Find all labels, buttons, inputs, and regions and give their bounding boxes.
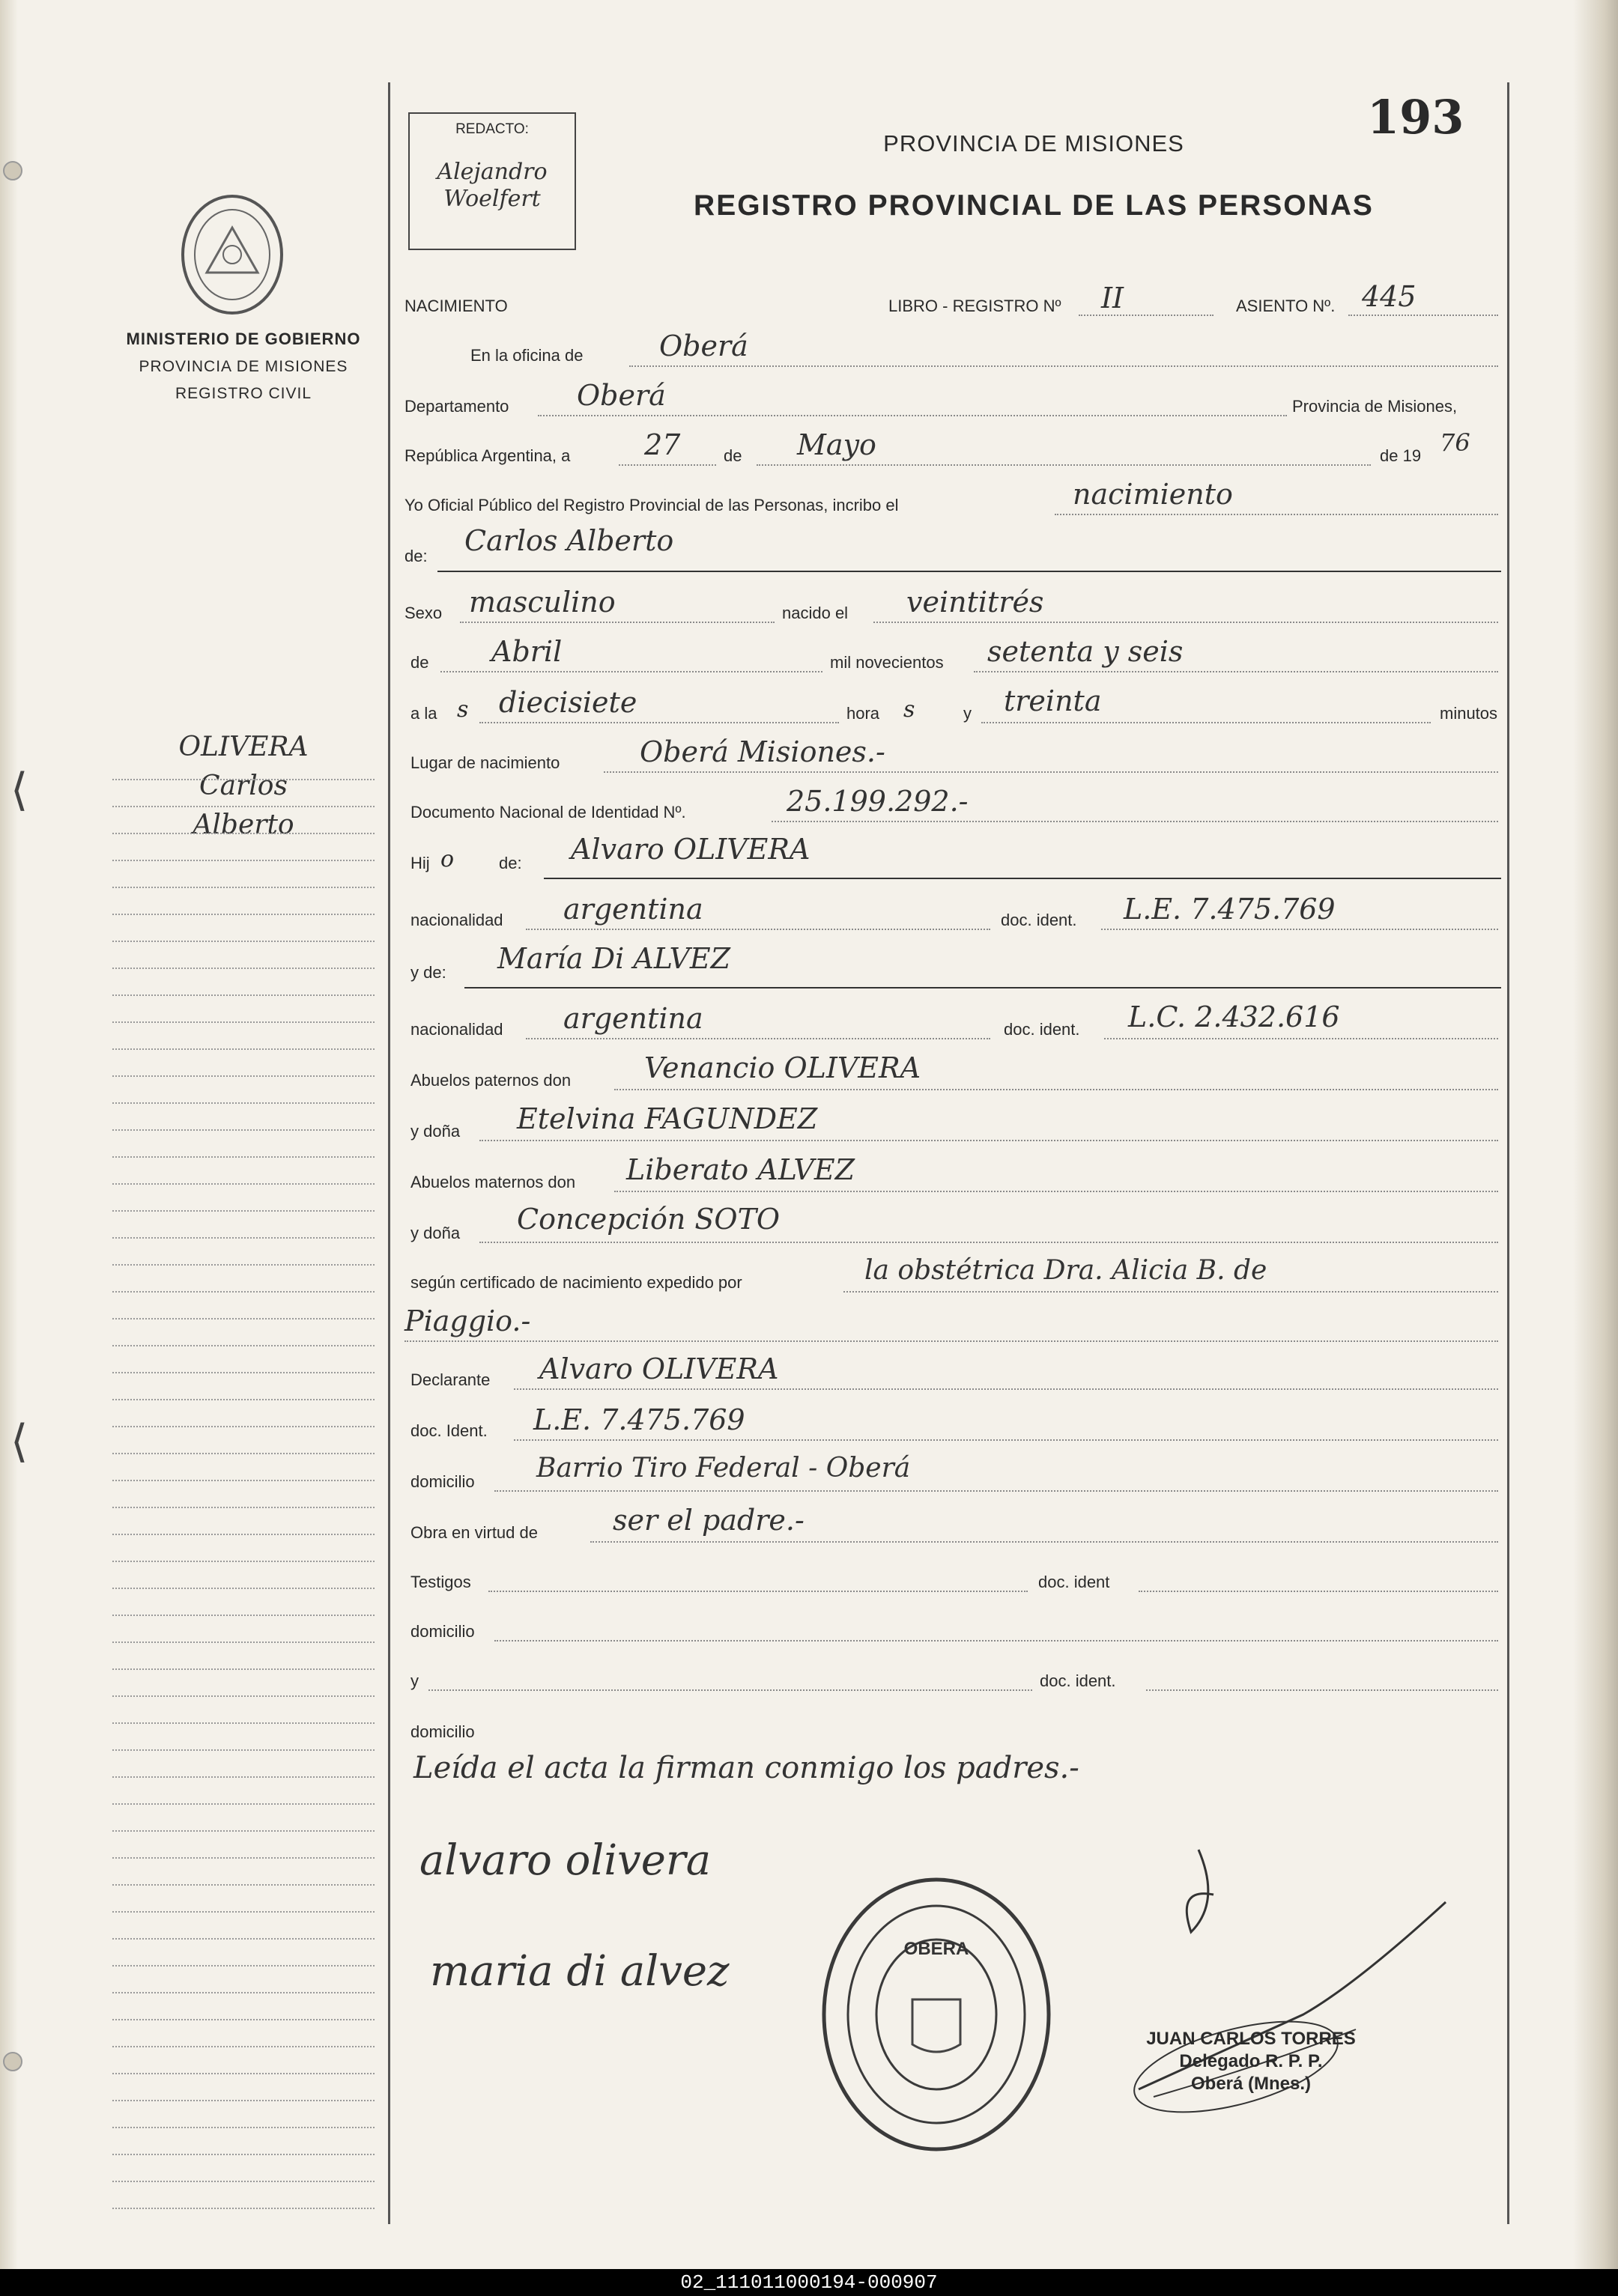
margin-ruled-line: [112, 968, 375, 969]
margin-ruled-line: [112, 2208, 375, 2209]
oficina-value: Oberá: [659, 329, 748, 362]
margin-ruled-line: [112, 1830, 375, 1832]
doc-ident-label: doc. ident.: [1001, 911, 1077, 929]
registry-title: REGISTRO PROVINCIAL DE LAS PERSONAS: [694, 189, 1374, 222]
libro-value: II: [1101, 282, 1124, 315]
doc-ident-label-3: doc. ident: [1038, 1573, 1110, 1591]
officer-stamp: [1109, 2028, 1393, 2095]
dotted-leader: [873, 622, 1498, 623]
father-name-value: Alvaro OLIVERA: [571, 833, 810, 866]
dotted-leader: [1146, 1689, 1498, 1691]
margin-ruled-line: [112, 779, 375, 780]
margin-ruled-line: [112, 1588, 375, 1589]
margin-ruled-line: [112, 1534, 375, 1535]
a-la-suffix: s: [457, 696, 469, 723]
margin-ruled-line: [112, 887, 375, 888]
margin-ruled-line: [112, 1641, 375, 1643]
left-margin-rule: [388, 82, 390, 2224]
testigos-label: Testigos: [410, 1573, 471, 1591]
domicilio-label-2: domicilio: [410, 1622, 475, 1641]
svg-text:OBERA: OBERA: [903, 1939, 969, 1959]
dotted-leader: [428, 1689, 1032, 1691]
dotted-leader: [629, 365, 1498, 367]
page-number: 193: [1367, 90, 1464, 145]
a-la-label: a la: [410, 704, 437, 723]
provincial-emblem-icon: [177, 190, 288, 319]
dotted-leader: [404, 1340, 1498, 1342]
hijo-suffix: o: [440, 846, 455, 872]
margin-ruled-line: [112, 1615, 375, 1616]
margin-ruled-line: [112, 1237, 375, 1239]
doc-ident-label-2: doc. ident.: [1004, 1020, 1080, 1039]
redacto-name-line1: Alejandro: [437, 159, 548, 185]
yo-oficial-label: Yo Oficial Público del Registro Provincial de las Personas, incribo el: [404, 496, 899, 514]
page-edge: [1573, 0, 1618, 2269]
y-dona-label-2: y doña: [410, 1224, 461, 1242]
margin-ruled-line: [112, 833, 375, 834]
certificado-label: según certificado de nacimiento expedido por: [410, 1273, 742, 1292]
dotted-leader: [514, 1388, 1498, 1390]
y-dona-label: y doña: [410, 1122, 461, 1141]
dotted-leader: [526, 1038, 990, 1039]
dotted-leader: [494, 1640, 1498, 1641]
signature-father: alvaro olivera: [419, 1836, 712, 1885]
maternal-grandfather-value: Liberato ALVEZ: [626, 1153, 855, 1186]
margin-ruled-line: [112, 1318, 375, 1319]
margin-ruled-line: [112, 1399, 375, 1400]
dotted-leader: [440, 671, 822, 672]
margin-ruled-line: [112, 1668, 375, 1670]
margin-ruled-line: [112, 1965, 375, 1967]
mil-label: mil novecientos: [830, 653, 944, 672]
margin-ruled-line: [112, 1453, 375, 1454]
dotted-leader: [590, 1541, 1498, 1543]
dotted-leader: [494, 1490, 1498, 1492]
hora-value: diecisiete: [499, 686, 637, 719]
inscribe-value: nacimiento: [1073, 478, 1233, 511]
margin-ruled-line: [112, 1426, 375, 1427]
nacionalidad-label: nacionalidad: [410, 911, 503, 929]
margin-ruled-line: [112, 1156, 375, 1158]
declarante-doc-label: doc. Ident.: [410, 1421, 488, 1440]
asiento-label: ASIENTO Nº.: [1236, 297, 1336, 315]
margin-ruled-line: [112, 1507, 375, 1508]
libro-label: LIBRO - REGISTRO Nº: [888, 297, 1061, 315]
minutos-value: treinta: [1004, 684, 1102, 717]
margin-ruled-line: [112, 1857, 375, 1859]
underline: [437, 571, 1501, 572]
sexo-value: masculino: [469, 586, 616, 619]
official-seal-icon: [816, 1872, 1056, 2157]
margin-ruled-line: [112, 1048, 375, 1050]
dotted-leader: [974, 671, 1498, 672]
margin-ruled-line: [112, 1938, 375, 1940]
abuelos-maternos-label: Abuelos maternos don: [410, 1173, 576, 1191]
margin-ruled-line: [112, 1884, 375, 1886]
right-margin-rule: [1507, 82, 1509, 2224]
declarante-value: Alvaro OLIVERA: [539, 1352, 779, 1385]
abuelos-paternos-label: Abuelos paternos don: [410, 1071, 572, 1090]
lugar-label: Lugar de nacimiento: [410, 753, 560, 772]
y-de-label: y de:: [410, 963, 446, 982]
y-label-2: y: [410, 1671, 419, 1690]
dotted-leader: [538, 415, 1287, 416]
binding-stitch: ⟨: [10, 1415, 28, 1468]
underline: [464, 987, 1501, 988]
margin-ruled-line: [112, 1911, 375, 1913]
year-words-value: setenta y seis: [987, 635, 1184, 668]
dni-value: 25.199.292.-: [787, 785, 969, 818]
obra-label: Obra en virtud de: [410, 1523, 538, 1542]
de-label: de: [724, 446, 742, 465]
ministry-civil-registry: REGISTRO CIVIL: [175, 385, 312, 402]
margin-ruled-line: [112, 1561, 375, 1562]
dotted-leader: [479, 722, 839, 723]
margin-ruled-line: [112, 994, 375, 996]
margin-ruled-line: [112, 1480, 375, 1481]
margin-ruled-line: [112, 1183, 375, 1185]
margin-ruled-line: [112, 1210, 375, 1212]
mother-doc-value: L.C. 2.432.616: [1128, 1000, 1340, 1033]
ministry-province: PROVINCIA DE MISIONES: [139, 358, 348, 375]
margin-first-name: Carlos: [199, 771, 288, 801]
signature-mother: maria di alvez: [430, 1947, 730, 1996]
dotted-leader: [614, 1191, 1498, 1192]
officer-title: Delegado R. P. P.: [1179, 2051, 1323, 2071]
domicilio-value: Barrio Tiro Federal - Oberá: [536, 1453, 911, 1483]
year-value: 76: [1440, 428, 1470, 457]
maternal-grandmother-value: Concepción SOTO: [517, 1203, 781, 1236]
margin-ruled-line: [112, 2127, 375, 2128]
dni-label: Documento Nacional de Identidad Nº.: [410, 803, 686, 821]
underline: [544, 878, 1501, 879]
margin-second-name: Alberto: [193, 810, 294, 840]
hijo-label: Hij: [410, 854, 430, 872]
dotted-leader: [479, 1140, 1498, 1141]
margin-annotation: [112, 728, 375, 845]
certificado-value-2: Piaggio.-: [404, 1305, 531, 1337]
binding-hole: [3, 2052, 22, 2071]
republica-label: República Argentina, a: [404, 446, 571, 465]
declarante-doc-value: L.E. 7.475.769: [533, 1403, 745, 1436]
mother-name-value: María Di ALVEZ: [497, 942, 731, 975]
hora-label: hora: [846, 704, 880, 723]
margin-ruled-line: [112, 1291, 375, 1293]
mother-nationality-value: argentina: [563, 1002, 703, 1035]
domicilio-label-3: domicilio: [410, 1722, 475, 1741]
margin-ruled-line: [112, 2019, 375, 2020]
hijo-de-label: de:: [499, 854, 522, 872]
paternal-grandmother-value: Etelvina FAGUNDEZ: [517, 1102, 818, 1135]
dotted-leader: [526, 929, 990, 930]
province-title: PROVINCIA DE MISIONES: [883, 130, 1184, 157]
officer-place: Oberá (Mnes.): [1190, 2074, 1312, 2094]
domicilio-label: domicilio: [410, 1472, 475, 1491]
dotted-leader: [614, 1089, 1498, 1090]
margin-ruled-line: [112, 1992, 375, 1993]
oficina-label: En la oficina de: [470, 346, 584, 365]
month-value: Mayo: [797, 428, 876, 461]
book-spine: [0, 0, 18, 2269]
dotted-leader: [772, 821, 1498, 822]
redacto-name-line2: Woelfert: [443, 186, 541, 212]
de-colon-label: de:: [404, 547, 428, 565]
dotted-leader: [1079, 315, 1214, 316]
lugar-value: Oberá Misiones.-: [640, 735, 885, 768]
ministry-block: [112, 329, 375, 412]
declarante-label: Declarante: [410, 1370, 491, 1389]
provincia-suffix: Provincia de Misiones,: [1292, 397, 1458, 416]
dotted-leader: [604, 771, 1498, 773]
year-prefix: de 19: [1380, 446, 1422, 465]
margin-ruled-line: [112, 2154, 375, 2155]
margin-ruled-line: [112, 1129, 375, 1131]
dotted-leader: [619, 464, 716, 466]
departamento-value: Oberá: [577, 379, 666, 412]
nacido-label: nacido el: [782, 604, 849, 622]
margin-ruled-line: [112, 1075, 375, 1077]
minutos-label: minutos: [1440, 704, 1498, 723]
obra-value: ser el padre.-: [613, 1504, 805, 1537]
dotted-leader: [1101, 929, 1498, 930]
margin-ruled-line: [112, 1372, 375, 1373]
margin-ruled-line: [112, 2073, 375, 2074]
redacto-box: [408, 112, 576, 250]
binding-stitch: ⟨: [10, 764, 28, 816]
child-name-value: Carlos Alberto: [464, 524, 674, 557]
certificado-value-1: la obstétrica Dra. Alicia B. de: [864, 1255, 1267, 1286]
dotted-leader: [1055, 514, 1498, 515]
dotted-leader: [479, 1242, 1498, 1243]
redacto-label: REDACTO:: [455, 121, 529, 137]
dotted-leader: [488, 1591, 1028, 1592]
margin-ruled-line: [112, 941, 375, 942]
dotted-leader: [981, 722, 1431, 723]
father-nationality-value: argentina: [563, 893, 703, 926]
dotted-leader: [460, 622, 775, 623]
month-words-value: Abril: [491, 635, 563, 668]
margin-ruled-line: [112, 1776, 375, 1778]
nacionalidad-label-2: nacionalidad: [410, 1020, 503, 1039]
margin-ruled-line: [112, 860, 375, 861]
margin-ruled-line: [112, 1722, 375, 1724]
dotted-leader: [1139, 1591, 1498, 1592]
margin-ruled-line: [112, 2046, 375, 2047]
dotted-leader: [1104, 1038, 1498, 1039]
image-code-footer: 02_111011000194-000907: [0, 2269, 1618, 2296]
nacido-value: veintitrés: [906, 586, 1044, 619]
margin-ruled-line: [112, 914, 375, 915]
closing-statement: Leída el acta la firman conmigo los padres.-: [413, 1751, 1079, 1785]
officer-name: JUAN CARLOS TORRES: [1146, 2029, 1356, 2049]
margin-ruled-line: [112, 1749, 375, 1751]
dotted-leader: [1348, 315, 1498, 316]
y-label: y: [963, 704, 972, 723]
margin-ruled-line: [112, 2181, 375, 2182]
dotted-leader: [514, 1439, 1498, 1441]
margin-ruled-line: [112, 1021, 375, 1023]
dotted-leader: [757, 464, 1371, 466]
dotted-leader: [843, 1291, 1498, 1293]
hora-suffix: s: [903, 696, 915, 723]
father-doc-value: L.E. 7.475.769: [1124, 893, 1336, 926]
margin-ruled-line: [112, 1803, 375, 1805]
asiento-value: 445: [1362, 280, 1416, 313]
record-type-label: NACIMIENTO: [404, 297, 508, 315]
departamento-label: Departamento: [404, 397, 509, 416]
binding-hole: [3, 161, 22, 180]
doc-ident-label-4: doc. ident.: [1040, 1671, 1116, 1690]
ministry-title: MINISTERIO DE GOBIERNO: [126, 329, 361, 348]
margin-ruled-line: [112, 2100, 375, 2101]
de-label-2: de: [410, 653, 429, 672]
margin-ruled-line: [112, 1264, 375, 1266]
margin-surname: OLIVERA: [178, 732, 309, 762]
margin-ruled-line: [112, 1695, 375, 1697]
paternal-grandfather-value: Venancio OLIVERA: [644, 1051, 921, 1084]
margin-ruled-line: [112, 806, 375, 807]
margin-ruled-line: [112, 1345, 375, 1346]
margin-ruled-line: [112, 1102, 375, 1104]
day-value: 27: [644, 428, 681, 461]
sexo-label: Sexo: [404, 604, 443, 622]
